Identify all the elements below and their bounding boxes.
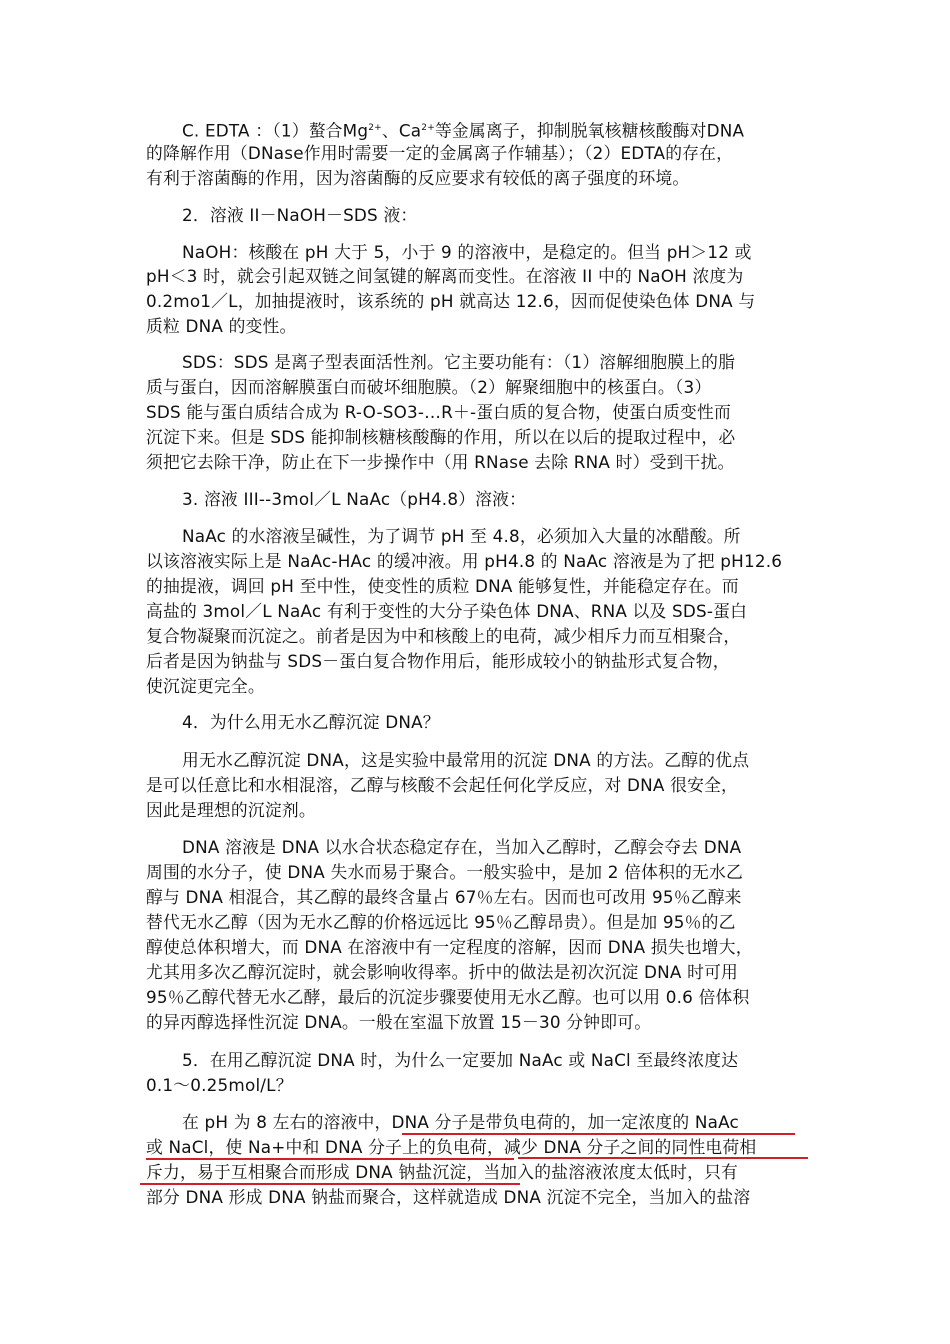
- red-underline-2b: [518, 1157, 808, 1159]
- text: 、Ca: [381, 120, 422, 141]
- heading-question-5-line-2: 0.1～0.25mol/L？: [146, 1075, 293, 1095]
- sds-line-4: 沉淀下来。但是 SDS 能抑制核糖核酸酶的作用，所以在以后的提取过程中，必: [146, 427, 736, 447]
- underlined-text: 或 NaCl，使 Na+中和 DNA 分子上的负电荷，: [146, 1137, 504, 1157]
- ethanol2-line-8: 的异丙醇选择性沉淀 DNA。一般在室温下放置 15－30 分钟即可。: [146, 1012, 652, 1032]
- sds-line-1: SDS：SDS 是离子型表面活性剂。它主要功能有：（1）溶解细胞膜上的脂: [182, 352, 736, 372]
- ethanol1-line-3: 因此是理想的沉淀剂。: [146, 800, 316, 820]
- naac-line-4: 高盐的 3mol／L NaAc 有利于变性的大分子染色体 DNA、RNA 以及 SDS-蛋白: [146, 601, 748, 621]
- heading-question-5-line-1: 5．在用乙醇沉淀 DNA 时，为什么一定要加 NaAc 或 NaCl 至最终浓度达: [182, 1050, 739, 1070]
- ethanol2-line-1: DNA 溶液是 DNA 以水合状态稳定存在，当加入乙醇时，乙醇会夺去 DNA: [182, 837, 742, 857]
- red-underline-2a: [146, 1158, 514, 1160]
- sds-line-5: 须把它去除干净，防止在下一步操作中（用 RNase 去除 RNA 时）受到干扰。: [146, 452, 735, 472]
- last-line-4: 部分 DNA 形成 DNA 钠盐而聚合，这样就造成 DNA 沉淀不完全，当加入的盐溶: [146, 1187, 751, 1207]
- text: 在 pH 为 8 左右的溶液中，: [182, 1112, 392, 1132]
- naoh-line-1: NaOH：核酸在 pH 大于 5，小于 9 的溶液中，是稳定的。但当 pH＞12 或: [182, 242, 752, 262]
- red-underline-1: [402, 1133, 795, 1135]
- last-line-3: [146, 1160, 826, 1184]
- ethanol2-line-7: 95％乙醇代替无水乙酵，最后的沉淀步骤要使用无水乙醇。也可以用 0.6 倍体积: [146, 987, 750, 1007]
- naac-line-6: 后者是因为钠盐与 SDS－蛋白复合物作用后，能形成较小的钠盐形式复合物，: [146, 651, 730, 671]
- ethanol2-line-6: 尤其用多次乙醇沉淀时，就会影响收得率。折中的做法是初次沉淀 DNA 时可用: [146, 962, 739, 982]
- ethanol1-line-1: 用无水乙醇沉淀 DNA，这是实验中最常用的沉淀 DNA 的方法。乙醇的优点: [182, 750, 750, 770]
- sds-line-3: SDS 能与蛋白质结合成为 R-O-SO3-…R＋-蛋白质的复合物，使蛋白质变性而: [146, 402, 731, 422]
- red-underline-3: [140, 1183, 520, 1185]
- naoh-line-3: 0.2mo1／L，加抽提液时，该系统的 pH 就高达 12.6，因而促使染色体 DNA 与: [146, 291, 756, 311]
- last-line-2: [146, 1135, 826, 1159]
- edta-line-1: [182, 116, 862, 143]
- text: 等金属离子，抑制脱氧核糖核酸酶对DNA: [434, 120, 745, 141]
- edta-line-2: 的降解作用（DNase作用时需要一定的金属离子作辅基）；（2）EDTA的存在，: [146, 143, 734, 163]
- heading-question-4: 4．为什么用无水乙醇沉淀 DNA？: [182, 712, 440, 732]
- superscript: 2+: [421, 123, 435, 133]
- ethanol2-line-5: 醇使总体积增大，而 DNA 在溶液中有一定程度的溶解，因而 DNA 损失也增大，: [146, 937, 753, 957]
- underlined-text: 减少 DNA 分子之间的同性电荷相: [503, 1137, 757, 1157]
- text: 当加入的盐溶液浓度太低时，只有: [483, 1162, 739, 1182]
- text: C. EDTA ：（1）螯合Mg: [182, 120, 369, 141]
- naoh-line-4: 质粒 DNA 的变性。: [146, 316, 297, 336]
- naac-line-3: 的抽提液，调回 pH 至中性，使变性的质粒 DNA 能够复性，并能稳定存在。而: [146, 576, 739, 596]
- ethanol1-line-2: 是可以任意比和水相混溶，乙醇与核酸不会起任何化学反应，对 DNA 很安全，: [146, 775, 739, 795]
- naac-line-2: 以该溶液实际上是 NaAc-HAc 的缓冲液。用 pH4.8 的 NaAc 溶液是为了把 pH12.6: [146, 551, 783, 571]
- heading-solution-2: 2．溶液 II－NaOH－SDS 液：: [182, 205, 418, 225]
- naac-line-7: 使沉淀更完全。: [146, 676, 265, 696]
- naac-line-1: NaAc 的水溶液呈碱性，为了调节 pH 至 4.8，必须加入大量的冰醋酸。所: [182, 526, 741, 546]
- ethanol2-line-2: 周围的水分子，使 DNA 失水而易于聚合。一般实验中，是加 2 倍体积的无水乙: [146, 862, 743, 882]
- underlined-text: 斥力，易于互相聚合而形成 DNA 钠盐沉淀，: [146, 1162, 484, 1182]
- sds-line-2: 质与蛋白，因而溶解膜蛋白而破坏细胞膜。（2）解聚细胞中的核蛋白。（3）: [146, 377, 712, 397]
- ethanol2-line-4: 替代无水乙醇（因为无水乙醇的价格远远比 95％乙醇昂贵）。但是加 95％的乙: [146, 912, 736, 932]
- naoh-line-2: pH＜3 时，就会引起双链之间氢键的解离而变性。在溶液 II 中的 NaOH 浓度为: [146, 266, 744, 286]
- superscript: 2+: [368, 123, 382, 133]
- naac-line-5: 复合物凝聚而沉淀之。前者是因为中和核酸上的电荷，减少相斥力而互相聚合，: [146, 626, 741, 646]
- edta-line-3: 有利于溶菌酶的作用，因为溶菌酶的反应要求有较低的离子强度的环境。: [146, 168, 690, 188]
- heading-solution-3: 3. 溶液 III--3mol／L NaAc（pH4.8）溶液：: [182, 489, 527, 509]
- ethanol2-line-3: 醇与 DNA 相混合，其乙醇的最终含量占 67％左右。因而也可改用 95％乙醇来: [146, 887, 742, 907]
- last-line-1: [182, 1110, 862, 1134]
- underlined-text: DNA 分子是带负电荷的，加一定浓度的 NaAc: [391, 1112, 739, 1132]
